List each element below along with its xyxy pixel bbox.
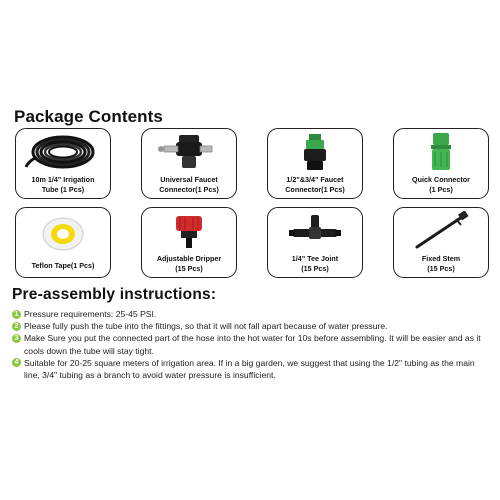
item-card-fixed-stem <box>393 207 489 278</box>
item-caption <box>268 254 362 273</box>
instruction-step <box>12 308 492 320</box>
step-number-badge: 1 <box>12 310 21 319</box>
step-text: Suitable for 20-25 square meters of irrigation area. If in a big garden, we suggest that using the 1/2" tubing as the main line, 3/4" tubing as a branch to avoid water pressure is insufficient. <box>24 357 475 381</box>
item-quantity: (15 Pcs) <box>175 263 203 273</box>
step-number-badge: 4 <box>12 358 21 367</box>
item-quantity: (15 Pcs) <box>301 263 329 273</box>
step-number-badge: 2 <box>12 322 21 331</box>
item-card-universal-faucet-connector <box>141 128 237 199</box>
item-card-adjustable-dripper <box>141 207 237 278</box>
instruction-step <box>12 332 492 356</box>
item-caption <box>142 254 236 273</box>
item-quantity: Connector(1 Pcs) <box>159 184 219 194</box>
item-name: Fixed Stem <box>421 254 461 263</box>
item-card-tee-joint <box>267 207 363 278</box>
item-name: Quick Connector <box>412 175 470 184</box>
teflon-tape-icon <box>16 214 110 254</box>
instruction-step <box>12 357 492 381</box>
package-contents-grid <box>15 128 489 280</box>
item-quantity: Tube (1 Pcs) <box>41 184 85 194</box>
instruction-list <box>12 308 492 381</box>
item-quantity: (15 Pcs) <box>427 263 455 273</box>
item-card-teflon-tape <box>15 207 111 278</box>
item-name: 1/4" Tee Joint <box>291 254 339 263</box>
step-text: Please fully push the tube into the fittings, so that it will not fall apart because of water pressure. <box>24 321 388 332</box>
item-card-faucet-connector <box>267 128 363 199</box>
item-name: Universal Faucet <box>160 175 218 184</box>
pre-assembly-title: Pre-assembly instructions: <box>12 286 217 303</box>
package-contents-title: Package Contents <box>14 107 163 126</box>
item-caption <box>16 261 110 271</box>
step-text: Pressure requirements: 25-45 PSI. <box>24 309 157 319</box>
item-caption <box>394 254 488 273</box>
item-name: Teflon Tape(1 Pcs) <box>31 260 95 270</box>
item-quantity: Connector(1 Pcs) <box>285 184 345 194</box>
universal-faucet-connector-icon <box>142 132 236 172</box>
item-card-quick-connector <box>393 128 489 199</box>
item-quantity: (1 Pcs) <box>429 184 453 194</box>
adjustable-dripper-icon <box>142 211 236 251</box>
step-text: Make Sure you put the connected part of the hose into the hot water for 10s before assembling. It will be easier and as it cools down the tube will stay tight. <box>24 333 481 356</box>
item-caption <box>394 175 488 194</box>
item-caption <box>268 175 362 194</box>
item-name: 1/2"&3/4" Faucet <box>286 175 344 184</box>
step-number-badge: 3 <box>12 334 21 343</box>
item-name: Adjustable Dripper <box>156 254 222 263</box>
item-caption <box>16 175 110 194</box>
quick-connector-icon <box>394 132 488 172</box>
item-name: 10m 1/4" Irrigation <box>31 175 95 184</box>
fixed-stem-icon <box>394 211 488 251</box>
tee-joint-icon <box>268 211 362 251</box>
instruction-step <box>12 320 492 332</box>
faucet-connector-icon <box>268 132 362 172</box>
tubing-coil-icon <box>16 132 110 172</box>
item-caption <box>142 175 236 194</box>
item-card-irrigation-tube <box>15 128 111 199</box>
